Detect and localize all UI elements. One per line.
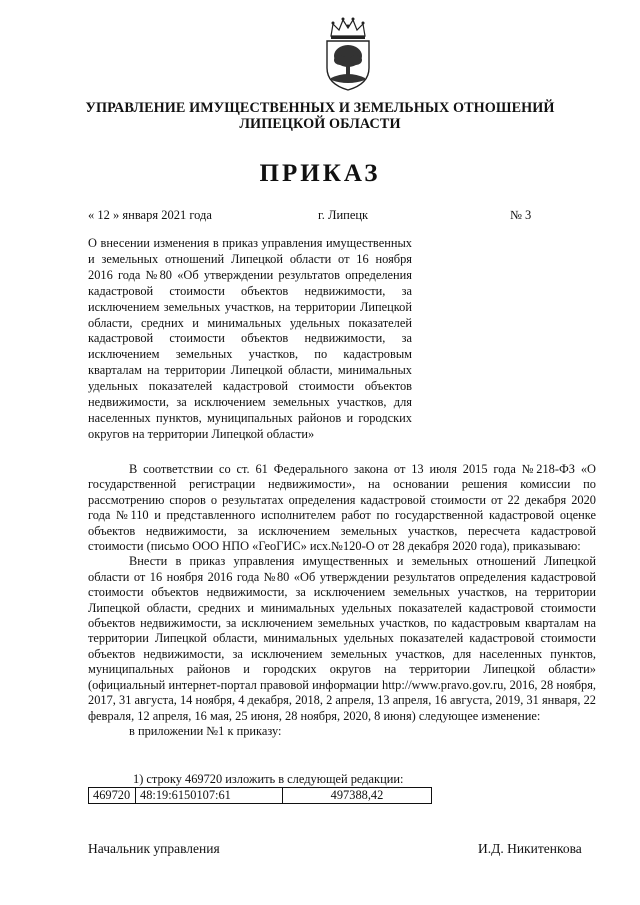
organization-name-line1: УПРАВЛЕНИЕ ИМУЩЕСТВЕННЫХ И ЗЕМЕЛЬНЫХ ОТНОШЕНИЙ <box>85 100 555 116</box>
order-body <box>88 462 596 739</box>
body-paragraph-basis: В соответствии со ст. 61 Федерального закона от 13 июля 2015 года №218-ФЗ «О государственной регистрации недвижимости», на основании решения комиссии по рассмотрению споров о результатах определения кадастровой стоимости от 22 декабря 2020 года №110 и представленного исполнителем работ по государственной кадастровой оценке объектов недвижимости, за исключением земельных участков, пересчета кадастровой стоимости (письмо ООО НПО «ГеоГИС» исх.№120-О от 28 декабря 2020 года), приказываю: <box>88 462 596 554</box>
body-paragraph-amendment: Внести в приказ управления имущественных и земельных отношений Липецкой области от 16 ноября 2016 года №80 «Об утверждении результатов определения кадастровой стоимости объектов недвижимости, за исключением земельных участков, на территории Липецкой области, средних и минимальных удельных показателей кадастровой стоимости объектов недвижимости, за исключением земельных участков, по кадастровым кварталам на территории Липецкой области, минимальных удельных показателей кадастровой стоимости объектов недвижимости, за исключением земельных участков, для населенных пунктов, муниципальных районов и городских округов на территории Липецкой области» (официальный интернет-портал правовой информации http://www.pravo.gov.ru, 2016, 28 ноября, 2017, 31 августа, 14 ноября, 4 декабря, 2018, 2 апреля, 13 апреля, 16 августа, 2019, 31 января, 22 февраля, 12 апреля, 16 мая, 25 июня, 28 ноября, 2020, 8 июня) следующее изменение: <box>88 554 596 723</box>
signature-name: И.Д. Никитенкова <box>478 841 582 856</box>
order-subject: О внесении изменения в приказ управления имущественных и земельных отношений Липецкой области от 16 ноября 2016 года №80 «Об утверждении результатов определения кадастровой стоимости объектов недвижимости, за исключением земельных участков, на территории Липецкой области, средних и минимальных удельных показателей кадастровой стоимости объектов недвижимости, за исключением земельных участков, по кадастровым кварталам на территории Липецкой области, минимальных удельных показателей кадастровой стоимости объектов недвижимости, за исключением земельных участков, для населенных пунктов, муниципальных районов и городских округов на территории Липецкой области» <box>88 236 412 441</box>
body-paragraph-appendix: в приложении №1 к приказу: <box>129 723 282 738</box>
table-cell-row-number: 469720 <box>89 788 136 804</box>
order-date: « 12 » января 2021 года <box>88 208 212 222</box>
organization-name-line2: ЛИПЕЦКОЙ ОБЛАСТИ <box>239 116 401 132</box>
document-title: ПРИКАЗ <box>259 160 381 187</box>
lipetsk-coat-of-arms-icon <box>319 16 377 92</box>
amendment-item: 1) строку 469720 изложить в следующей редакции: <box>133 772 404 786</box>
table-cell-cadastral-number: 48:19:6150107:61 <box>136 788 283 804</box>
amendment-table <box>88 787 432 804</box>
table-cell-cadastral-value: 497388,42 <box>283 788 432 804</box>
table-row <box>89 788 432 804</box>
order-number: № 3 <box>510 208 532 222</box>
signature-position: Начальник управления <box>88 841 220 856</box>
order-city: г. Липецк <box>318 208 369 222</box>
